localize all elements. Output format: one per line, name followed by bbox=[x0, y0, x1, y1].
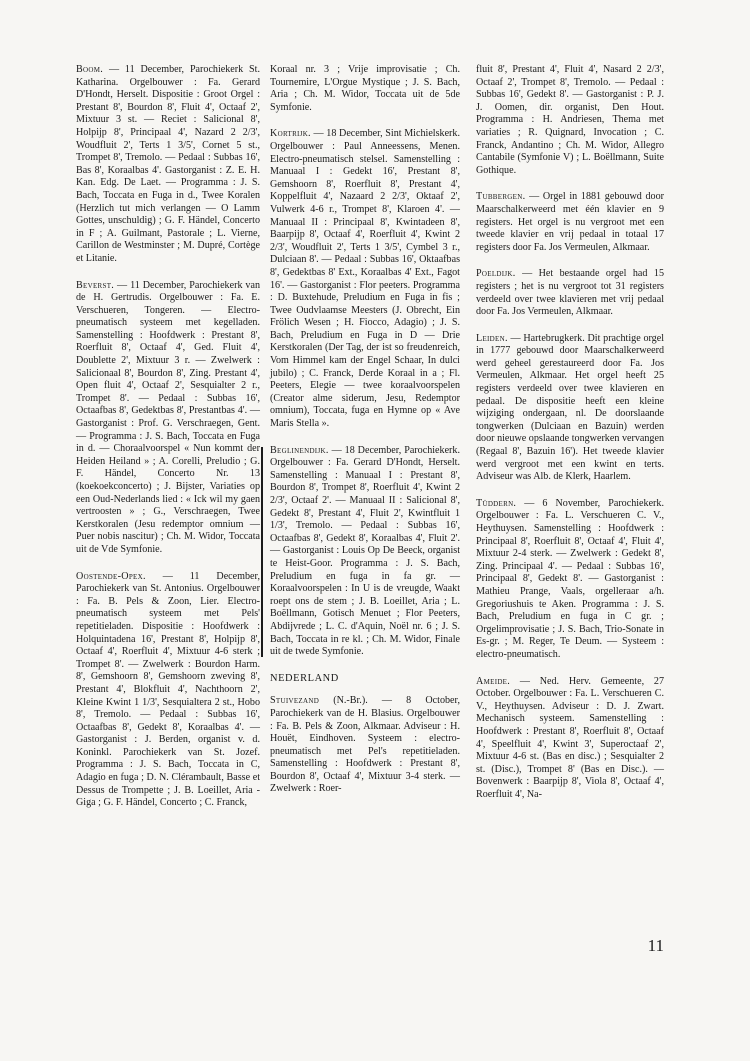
section-heading-nederland: NEDERLAND bbox=[270, 672, 339, 684]
entry-boom bbox=[76, 64, 260, 266]
entry-text: — Ned. Herv. Gemeente, 27 October. Orgelbouwer : Fa. L. Verschueren C. V., Heythuysen. Adviseur : D. J. Zwart. Mechanisch systeem. Samenstelling : Hoofdwerk : Prestant 8', Roerfluit 8', Octaaf 4', Speelfluit 4', Kwint 3', Superoctaaf 2', Mixtuur 4-6 st. (Bas en disc.) ; Sesquialter 2 st. (Disc.), Trompet 8' (Bas en Disc.). — Bovenwerk : Baarpijp 8', Viola 8', Octaaf 4', Roerfluit 4', Na- bbox=[476, 675, 664, 800]
column-2 bbox=[270, 64, 460, 810]
entry-poeldijk bbox=[476, 268, 664, 318]
entry-text: — 6 November, Parochiekerk. Orgelbouwer : Fa. L. Verschueren C. V., Heythuysen. Samenstelling : Hoofdwerk : Principaal 8', Roerfluit 8', Octaaf 4', Fluit 4', Mixtuur 2-4 sterk. — Zwelwerk : Gedekt 8', Zing. Principaal 4'. — Pedaal : Subbas 16', Principaal 8', Gedekt 8'. — Gastorganist : Mathieu Prange, Vaals, orgelleraar a/h. Gregoriushuis te Aken. Programma : J. S. Bach, Preludium en fuga in C gr. ; Orgelimprovisatie ; J. S. Bach, Trio-Sonate in Es-gr. ; M. Reger, Te Deum. — Systeem : electro-pneumatisch. bbox=[476, 497, 664, 660]
place-name: Ameide. bbox=[476, 675, 511, 687]
place-name: Poeldijk. bbox=[476, 268, 516, 280]
entry-ameide bbox=[476, 676, 664, 802]
entry-text: — 18 December, Parochiekerk. Orgelbouwer : Fa. Gerard D'Hondt, Herselt. Samenstelling : Manuaal I : Prestant 8', Bourdon 8', Trompet 8', Roerfluit 4', Kwint 2 2/3', Octaaf 2'. — Manuaal II : Salicional 8', Gedekt 8', Prestant 4', Fluit 2', Kwintfluit 1 1/3', Tremolo. — Pedaal : Subbas 16', Octaafbas 8', Gedekt 8', Koraalbas 4', Fluit 2'. — Gastorganist : Louis Op De Beeck, organist te Heist-Goor. Programma : J. S. Bach, Preludium en fuga in fa gr. — Koraalvoorspelen : In U is de vreugde, Waakt roept ons de stem ; J. B. Loeillet, Aria ; L. Boëllmann, Gotisch Menuet ; Flor Peeters, Abdijvrede ; L. C. d'Aquin, Noël nr. 6 ; J. S. Bach, Toccata in re kl. ; Ch. M. Widor, Finale uit de twede Symfonie. bbox=[270, 444, 460, 658]
entry-text: — 11 December, Parochiekerk van St. Antonius. Orgelbouwer : Fa. B. Pels & Zoon, Lier. Electro-pneumatisch systeem met Pels' repetitieladen. Dispositie : Hoofdwerk : Holquintadena 16', Prestant 8', Holpijp 8', Octaaf 4', Roerfluit 4', Mixtuur 4-6 sterk ; Trompet 8'. — Zwelwerk : Bourdon Harm. 8', Gemshoorn 8', Gemshoorn zweving 8', Prestant 4', Blokfluit 4', Nachthoorn 2', Kleine Kwint 1 1/3', Sesquialtera 2 st., Hobo 8', Tremolo. — Pedaal : Subbas 16', Octaafbas 8', Gedekt 8', Koraalbas 4'. — Gastorganist : J. Berden, organist v. d. Koninkl. Parochiekerk van St. Jozef. Programma : J. S. Bach, Toccata in C, Adagio en fuga ; D. N. Clérambault, Basse et Dessus de Trompette ; J. B. Loeillet, Aria - Giga ; G. F. Händel, Concerto ; C. Franck, bbox=[76, 570, 260, 809]
entry-text: — Hartebrugkerk. Dit prachtige orgel in 1777 gebouwd door Maarschalkerweerd werd geheel gerestaureerd door Fa. Jos Vermeulen, Alkmaar. Het orgel heeft 25 registers verdeeld over twee klavieren en pedaal. De dispositie heeft een kleine wijziging ondergaan, nl. De doorslaande tongwerken (Dulciaan en Bazuin) werden door nieuwe opslaande tongwerken vervangen (Regaal 8', Bazuin 16'). Het tweede klavier werd vergroot met een kwint en terts. Adviseur was Alb. de Klerk, Haarlem. bbox=[476, 332, 664, 483]
entry-oostende-opex bbox=[76, 571, 260, 810]
entry-continuation bbox=[270, 64, 460, 114]
place-name: Tüddern. bbox=[476, 497, 517, 509]
entry-kortrijk bbox=[270, 128, 460, 430]
entry-tubbergen bbox=[476, 191, 664, 254]
place-name: Beglinendijk. bbox=[270, 444, 329, 456]
column-1 bbox=[76, 64, 260, 824]
place-name: Beverst. bbox=[76, 279, 115, 291]
entry-stuivezand bbox=[270, 695, 460, 796]
page-number: 11 bbox=[647, 936, 664, 955]
column-3 bbox=[476, 64, 664, 815]
place-name: Leiden. bbox=[476, 332, 508, 344]
entry-text: — Orgel in 1881 gebouwd door Maarschalkerweerd met één klavier en 9 registers. Het orgel is nu vergroot met een tweede klavier en vrij pedaal in totaal 17 registers door Fa. Jos Vermeulen, Alkmaar. bbox=[476, 191, 664, 253]
entry-text: — 11 December, Parochiekerk van de H. Gertrudis. Orgelbouwer : Fa. E. Verschueren, Tongeren. — Electro-pneumatisch systeem met kegelladen. Samenstelling : Hoofdwerk : Prestant 8', Roerfluit 8', Octaaf 4', Ged. Fluit 4', Doublette 2', Mixtuur 3 r. — Zwelwerk : Salicionaal 8', Bourdon 8', Zing. Prestant 4', Open fluit 4', Octaaf 2', Sesquialter 2 r., Trompet 8'. — Pedaal : Subbas 16', Octaafbas 8', Gedektbas 8', Prestantbas 4'. — Gastorganist : Prof. G. Verschraegen, Gent. — Programma : J. S. Bach, Toccata en Fuga in d. — Choraalvoorspel « Nun kommt der Heiden Heiland » ; A. Corelli, Preludio ; G. F. Händel, Concerto Nr. 13 (koekoekconcerto) ; J. Bijster, Variaties op een Oud-Nederlands lied : « Ick wil my gaen vertroosten » ; G., Verschraegen, Twee Kerstkoralen (Jesu redemptor omnium — Puer nobis nascitur) ; Ch. M. Widor, Toccata uit de Vde Symfonie. bbox=[76, 279, 260, 555]
place-name: Oostende-Opex. bbox=[76, 570, 146, 582]
place-name: Tubbergen. bbox=[476, 191, 526, 203]
entry-text: — Het bestaande orgel had 15 registers ; het is nu vergroot tot 31 registers verdeeld over twee klavieren met vrij pedaal door Fa. Jos Vermeulen, Alkmaar. bbox=[476, 268, 664, 318]
entry-text: (N.-Br.). — 8 October, Parochiekerk van de H. Blasius. Orgelbouwer : Fa. B. Pels & Zoon, Alkmaar. Adviseur : H. Houët, Eindhoven. Systeem : electro-pneumatisch met Pel's repetitieladen. Samenstelling : Hoofdwerk : Prestant 8', Bourdon 8', Octaaf 4', Mixtuur 3-4 sterk. — Zwelwerk : Roer- bbox=[270, 695, 460, 795]
place-name: Stuivezand bbox=[270, 695, 320, 707]
place-name: Boom. bbox=[76, 64, 104, 75]
entry-text: Koraal nr. 3 ; Vrije improvisatie ; Ch. Tournemire, L'Orgue Mystique ; J. S. Bach, Aria ; Ch. M. Widor, Toccata uit de 5de Symfonie. bbox=[270, 64, 460, 113]
entry-beglinendijk bbox=[270, 445, 460, 659]
entry-beverst bbox=[76, 280, 260, 557]
entry-tuddern bbox=[476, 498, 664, 662]
place-name: Kortrijk. bbox=[270, 128, 311, 140]
entry-text: — 18 December, Sint Michielskerk. Orgelbouwer : Paul Anneessens, Menen. Electro-pneumatisch stelsel. Samenstelling : Manuaal I : Gedekt 16', Prestant 8', Gemshoorn 8', Roerfluit 8', Prestant 4', Koppelfluit 4', Nazaard 2 2/3', Oktaaf 2', Vulwerk 4-6 r., Trompet 8', Klaroen 4'. — Manuaal II : Principaal 8', Kwintadeen 8', Baarpijp 8', Octaaf 4', Roerfluit 4', Kwint 2 2/3', Woudfluit 2', Terts 1 3/5', Cymbel 3 r., Dulciaan 8'. — Pedaal : Subbas 16', Oktaafbas 8', Gedektbas 8' Ext., Koraalbas 4' Ext., Fagot 16'. — Gastorganist : Flor peeters. Programma : D. Buxtehude, Preludium en Fuga in fis ; Twee Oudvlaamse Meesters (J. Obrecht, Ein Frölich Wesen ; H. Fiocco, Adagio) ; J. S. Bach, Preludium en Fuga in D — Drie Kerstkoralen (Der Tag, der ist so freudenreich, Vom Himmel kam der Engel Schaar, In dulci jubilo) ; C. Franck, Derde Koraal in a ; Fl. Peeters, Elegie — twee koraalvoorspelen (Creator alme siderum, Jesu, Redemptor omnium), Toccata, fuga en Hymne op « Ave Maris Stella ». bbox=[270, 128, 460, 430]
entry-text: — 11 December, Parochiekerk St. Katharina. Orgelbouwer : Fa. Gerard D'Hondt, Herselt. Dispositie : Groot Orgel : Prestant 8', Bourdon 8', Fluit 4', Octaaf 2', Mixtuur 3 st. — Reciet : Salicional 8', Holpijp 8', Principaal 4', Nazard 2 2/3', Woudfluit 2', Terts 1 3/5', Cornet 5 st., Trompet 8', Tremolo. — Pedaal : Subbas 16', Bas 8', Koraalbas 4'. Gastorganist : Z. E. H. Kan. Edg. De Laet. — Programma : J. S. Bach, Toccata en Fuga in d., Twee Koralen (Herzlich tut mich verlangen — O Lamm Gottes, unschuldig) ; G. F. Händel, Concerto in F ; A. Guilmant, Pastorale ; L. Vierne, Carillon de Westminster ; M. Dupré, Cortège et Litanie. bbox=[76, 64, 260, 264]
entry-leiden bbox=[476, 333, 664, 484]
entry-continuation bbox=[476, 64, 664, 177]
entry-text: fluit 8', Prestant 4', Fluit 4', Nasard 2 2/3', Octaaf 2', Trompet 8', Tremolo. — Pedaal : Subbas 16', Gedekt 8'. — Gastorganist : P. J. J. Oomen, dir. organist, Den Hout. Programma : H. Andriesen, Thema met variaties ; R. Quignard, Invocation ; C. Franck, Andantino ; Ch. M. Widor, Allegro Cantabile (Symfonie V) ; L. Boëllmann, Suite Gothique. bbox=[476, 64, 664, 176]
